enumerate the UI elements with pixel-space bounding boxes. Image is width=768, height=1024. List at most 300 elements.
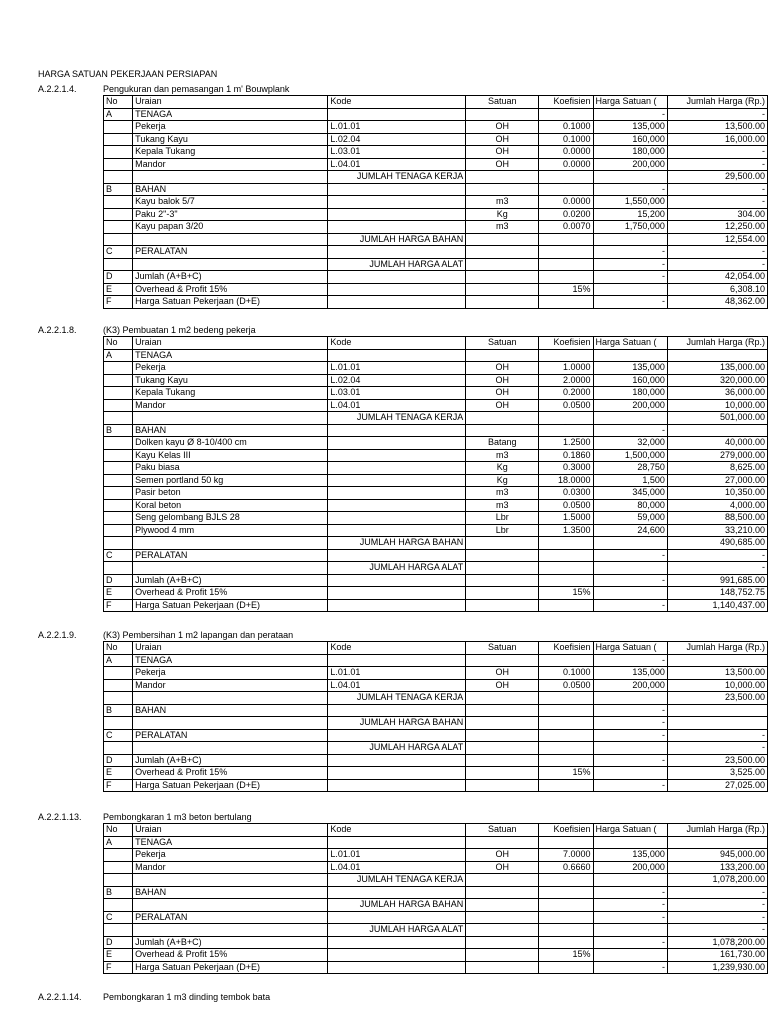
subtotal-row [104, 171, 768, 184]
cell-no [104, 437, 133, 450]
cell-jumlah-harga: - [667, 108, 767, 121]
cell-jumlah-harga: 1,239,930.00 [667, 961, 767, 974]
cell-kode: JUMLAH HARGA ALAT [328, 258, 466, 271]
cell-harga-satuan [593, 949, 667, 962]
cell-jumlah-harga [667, 424, 767, 437]
cell-no: C [104, 911, 133, 924]
cell-harga-satuan: - [593, 108, 667, 121]
cell-uraian [133, 171, 328, 184]
cell-jumlah-harga: 3,525.00 [667, 767, 767, 780]
table-row [104, 587, 768, 600]
cell-uraian: Paku biasa [133, 462, 328, 475]
cell-harga-satuan [593, 349, 667, 362]
cell-uraian: Harga Satuan Pekerjaan (D+E) [133, 961, 328, 974]
cell-jumlah-harga [667, 836, 767, 849]
cell-koefisien: 0.1000 [539, 667, 593, 680]
cell-satuan: Lbr [466, 524, 539, 537]
cell-satuan [466, 767, 539, 780]
cell-satuan [466, 874, 539, 887]
cell-harga-satuan: - [593, 574, 667, 587]
cell-uraian: Jumlah (A+B+C) [133, 574, 328, 587]
cell-no: C [104, 549, 133, 562]
cell-harga-satuan: - [593, 754, 667, 767]
table-row [104, 474, 768, 487]
cell-kode [328, 208, 466, 221]
cell-harga-satuan [593, 742, 667, 755]
cell-kode: L.03.01 [328, 387, 466, 400]
cell-uraian: Dolken kayu Ø 8-10/400 cm [133, 437, 328, 450]
cell-koefisien: 1.3500 [539, 524, 593, 537]
section-code: A.2.2.1.8. [38, 325, 77, 335]
cell-uraian: TENAGA [133, 349, 328, 362]
header-koefisien: Koefisien [539, 642, 593, 655]
cell-uraian: Mandor [133, 679, 328, 692]
cell-satuan [466, 961, 539, 974]
cell-no [104, 196, 133, 209]
cell-jumlah-harga: 12,250.00 [667, 221, 767, 234]
cell-uraian: Mandor [133, 861, 328, 874]
cell-kode [328, 524, 466, 537]
cell-uraian: Kepala Tukang [133, 146, 328, 159]
table-row [104, 208, 768, 221]
cell-satuan [466, 836, 539, 849]
cell-satuan [466, 599, 539, 612]
section-code: A.2.2.1.9. [38, 630, 77, 640]
cell-uraian: Mandor [133, 399, 328, 412]
cell-kode: JUMLAH HARGA BAHAN [328, 233, 466, 246]
cell-jumlah-harga: 279,000.00 [667, 449, 767, 462]
cell-uraian: BAHAN [133, 704, 328, 717]
table-row [104, 374, 768, 387]
table-row [104, 599, 768, 612]
table-row [104, 767, 768, 780]
cell-kode [328, 587, 466, 600]
cell-jumlah-harga: 27,000.00 [667, 474, 767, 487]
cell-harga-satuan: 135,000 [593, 849, 667, 862]
cell-uraian [133, 233, 328, 246]
cell-kode [328, 246, 466, 259]
cell-jumlah-harga: - [667, 196, 767, 209]
table-header-row [104, 337, 768, 350]
cell-koefisien [539, 296, 593, 309]
cell-satuan [466, 936, 539, 949]
cell-kode [328, 349, 466, 362]
cell-uraian: Jumlah (A+B+C) [133, 754, 328, 767]
cell-uraian: Semen portland 50 kg [133, 474, 328, 487]
cell-uraian: Pasir beton [133, 487, 328, 500]
cell-jumlah-harga: 1,140,437.00 [667, 599, 767, 612]
cell-koefisien: 1.5000 [539, 512, 593, 525]
cell-no [104, 233, 133, 246]
table-row [104, 949, 768, 962]
cell-satuan [466, 258, 539, 271]
cell-kode [328, 449, 466, 462]
cell-no: C [104, 246, 133, 259]
header-jumlah-harga: Jumlah Harga (Rp.) [667, 824, 767, 837]
cell-satuan [466, 271, 539, 284]
table-row [104, 861, 768, 874]
cell-kode [328, 296, 466, 309]
header-satuan: Satuan [466, 96, 539, 109]
cell-jumlah-harga: 135,000.00 [667, 362, 767, 375]
table-row [104, 667, 768, 680]
cell-no [104, 524, 133, 537]
cell-uraian: TENAGA [133, 108, 328, 121]
cell-kode [328, 108, 466, 121]
cell-koefisien: 0.1000 [539, 121, 593, 134]
cell-koefisien [539, 537, 593, 550]
cell-koefisien: 0.2000 [539, 387, 593, 400]
cell-kode [328, 654, 466, 667]
cell-no: D [104, 754, 133, 767]
cell-satuan [466, 654, 539, 667]
cell-uraian [133, 562, 328, 575]
cell-no [104, 399, 133, 412]
cell-satuan: Kg [466, 474, 539, 487]
cell-koefisien: 0.0300 [539, 487, 593, 500]
cell-kode [328, 196, 466, 209]
cell-jumlah-harga: 148,752.75 [667, 587, 767, 600]
cell-jumlah-harga: - [667, 924, 767, 937]
table-row [104, 961, 768, 974]
cell-no: F [104, 599, 133, 612]
document-title: HARGA SATUAN PEKERJAAN PERSIAPAN [38, 69, 218, 79]
cell-harga-satuan: - [593, 183, 667, 196]
cell-koefisien [539, 349, 593, 362]
cell-satuan: m3 [466, 196, 539, 209]
cell-satuan [466, 886, 539, 899]
cell-harga-satuan: - [593, 271, 667, 284]
cell-no: A [104, 349, 133, 362]
cell-kode: JUMLAH TENAGA KERJA [328, 692, 466, 705]
cell-jumlah-harga: 1,078,200.00 [667, 936, 767, 949]
cell-koefisien: 1.2500 [539, 437, 593, 450]
cell-jumlah-harga: - [667, 729, 767, 742]
subtotal-row [104, 742, 768, 755]
cell-satuan [466, 233, 539, 246]
table-row [104, 349, 768, 362]
cell-satuan [466, 537, 539, 550]
cell-koefisien [539, 899, 593, 912]
cell-kode: L.01.01 [328, 849, 466, 862]
cell-satuan [466, 296, 539, 309]
cell-kode [328, 949, 466, 962]
cell-harga-satuan [593, 836, 667, 849]
cell-kode: JUMLAH HARGA ALAT [328, 742, 466, 755]
table-row [104, 729, 768, 742]
cell-uraian [133, 258, 328, 271]
cell-kode [328, 886, 466, 899]
cell-satuan [466, 924, 539, 937]
cell-jumlah-harga: 8,625.00 [667, 462, 767, 475]
cell-satuan: OH [466, 133, 539, 146]
cell-jumlah-harga: 10,000.00 [667, 399, 767, 412]
cell-no: D [104, 574, 133, 587]
cell-uraian [133, 717, 328, 730]
cell-harga-satuan: 135,000 [593, 667, 667, 680]
table-row [104, 679, 768, 692]
cell-satuan: m3 [466, 221, 539, 234]
cell-no: F [104, 296, 133, 309]
cell-harga-satuan [593, 587, 667, 600]
cell-satuan [466, 911, 539, 924]
cell-harga-satuan: - [593, 424, 667, 437]
cell-satuan [466, 717, 539, 730]
cell-no [104, 562, 133, 575]
cell-kode: JUMLAH HARGA BAHAN [328, 717, 466, 730]
cell-satuan: Kg [466, 462, 539, 475]
header-satuan: Satuan [466, 642, 539, 655]
cell-jumlah-harga: 88,500.00 [667, 512, 767, 525]
cell-koefisien [539, 246, 593, 259]
subtotal-row [104, 717, 768, 730]
cell-kode: L.04.01 [328, 399, 466, 412]
cell-jumlah-harga: - [667, 899, 767, 912]
cell-koefisien: 0.0500 [539, 399, 593, 412]
cell-koefisien [539, 886, 593, 899]
cell-satuan [466, 562, 539, 575]
cell-harga-satuan: - [593, 599, 667, 612]
cell-jumlah-harga: - [667, 911, 767, 924]
cell-kode: L.04.01 [328, 861, 466, 874]
cell-jumlah-harga: 12,554.00 [667, 233, 767, 246]
cell-jumlah-harga: 13,500.00 [667, 121, 767, 134]
cell-no: A [104, 836, 133, 849]
section-title: Pembongkaran 1 m3 beton bertulang [103, 812, 252, 822]
cell-uraian: Jumlah (A+B+C) [133, 271, 328, 284]
header-harga-satuan: Harga Satuan ( [593, 96, 667, 109]
cell-uraian: Overhead & Profit 15% [133, 283, 328, 296]
cell-kode: JUMLAH HARGA BAHAN [328, 899, 466, 912]
cell-satuan: OH [466, 158, 539, 171]
header-harga-satuan: Harga Satuan ( [593, 337, 667, 350]
cell-kode [328, 437, 466, 450]
cell-kode [328, 487, 466, 500]
cell-no: A [104, 108, 133, 121]
cell-no: C [104, 729, 133, 742]
section-heading [38, 811, 252, 823]
subtotal-row [104, 692, 768, 705]
cell-no: B [104, 886, 133, 899]
cell-uraian [133, 742, 328, 755]
cell-satuan [466, 424, 539, 437]
subtotal-row [104, 562, 768, 575]
header-satuan: Satuan [466, 824, 539, 837]
table-row [104, 549, 768, 562]
cell-no: D [104, 271, 133, 284]
cell-kode [328, 549, 466, 562]
analysis-table [103, 336, 768, 612]
cell-uraian: Kayu balok 5/7 [133, 196, 328, 209]
cell-harga-satuan: 135,000 [593, 121, 667, 134]
cell-no [104, 899, 133, 912]
cell-koefisien [539, 171, 593, 184]
cell-no [104, 861, 133, 874]
cell-uraian: PERALATAN [133, 729, 328, 742]
cell-uraian: Pekerja [133, 849, 328, 862]
cell-jumlah-harga: - [667, 742, 767, 755]
header-uraian: Uraian [133, 337, 328, 350]
section-heading [38, 629, 293, 641]
cell-koefisien [539, 729, 593, 742]
cell-jumlah-harga: 133,200.00 [667, 861, 767, 874]
cell-harga-satuan: 59,000 [593, 512, 667, 525]
cell-harga-satuan: - [593, 296, 667, 309]
cell-harga-satuan: 24,600 [593, 524, 667, 537]
cell-uraian: Overhead & Profit 15% [133, 767, 328, 780]
cell-koefisien: 7.0000 [539, 849, 593, 862]
cell-jumlah-harga: - [667, 246, 767, 259]
table-row [104, 183, 768, 196]
cell-harga-satuan: - [593, 961, 667, 974]
cell-koefisien: 0.0200 [539, 208, 593, 221]
cell-no [104, 742, 133, 755]
cell-uraian: PERALATAN [133, 246, 328, 259]
cell-satuan: OH [466, 849, 539, 862]
table-row [104, 196, 768, 209]
header-jumlah-harga: Jumlah Harga (Rp.) [667, 337, 767, 350]
header-koefisien: Koefisien [539, 96, 593, 109]
cell-no [104, 512, 133, 525]
cell-no [104, 374, 133, 387]
cell-harga-satuan [593, 171, 667, 184]
cell-kode [328, 779, 466, 792]
cell-harga-satuan: - [593, 779, 667, 792]
cell-uraian: Jumlah (A+B+C) [133, 936, 328, 949]
cell-jumlah-harga: 29,500.00 [667, 171, 767, 184]
cell-jumlah-harga: - [667, 549, 767, 562]
cell-uraian [133, 412, 328, 425]
cell-no [104, 692, 133, 705]
cell-jumlah-harga: 304.00 [667, 208, 767, 221]
header-uraian: Uraian [133, 96, 328, 109]
cell-koefisien [539, 911, 593, 924]
cell-kode [328, 911, 466, 924]
cell-no [104, 474, 133, 487]
cell-uraian [133, 537, 328, 550]
cell-jumlah-harga: - [667, 886, 767, 899]
cell-no [104, 258, 133, 271]
header-jumlah-harga: Jumlah Harga (Rp.) [667, 642, 767, 655]
cell-uraian: Pekerja [133, 667, 328, 680]
cell-jumlah-harga: 23,500.00 [667, 692, 767, 705]
cell-uraian: TENAGA [133, 654, 328, 667]
cell-uraian: Pekerja [133, 362, 328, 375]
cell-kode [328, 574, 466, 587]
table-row [104, 449, 768, 462]
cell-uraian: Harga Satuan Pekerjaan (D+E) [133, 599, 328, 612]
cell-no [104, 537, 133, 550]
cell-koefisien: 0.1860 [539, 449, 593, 462]
cell-jumlah-harga: 27,025.00 [667, 779, 767, 792]
cell-koefisien [539, 874, 593, 887]
table-row [104, 462, 768, 475]
cell-no [104, 387, 133, 400]
cell-uraian: Tukang Kayu [133, 133, 328, 146]
cell-uraian: Overhead & Profit 15% [133, 587, 328, 600]
subtotal-row [104, 258, 768, 271]
cell-harga-satuan: 160,000 [593, 133, 667, 146]
cell-jumlah-harga: - [667, 258, 767, 271]
cell-koefisien [539, 704, 593, 717]
cell-uraian: BAHAN [133, 183, 328, 196]
cell-jumlah-harga: 23,500.00 [667, 754, 767, 767]
cell-harga-satuan [593, 924, 667, 937]
section-heading [38, 83, 289, 95]
table-row [104, 133, 768, 146]
header-kode: Kode [328, 96, 466, 109]
cell-harga-satuan [593, 283, 667, 296]
cell-kode [328, 271, 466, 284]
cell-satuan: OH [466, 146, 539, 159]
section-heading [38, 991, 270, 1003]
cell-no [104, 171, 133, 184]
cell-jumlah-harga: 490,685.00 [667, 537, 767, 550]
cell-koefisien: 0.0500 [539, 499, 593, 512]
table-row [104, 387, 768, 400]
section-heading [38, 324, 256, 336]
subtotal-row [104, 537, 768, 550]
cell-koefisien: 0.0000 [539, 158, 593, 171]
cell-jumlah-harga [667, 654, 767, 667]
table-row [104, 936, 768, 949]
cell-koefisien [539, 599, 593, 612]
cell-jumlah-harga: 36,000.00 [667, 387, 767, 400]
subtotal-row [104, 899, 768, 912]
table-header-row [104, 96, 768, 109]
cell-kode: JUMLAH TENAGA KERJA [328, 874, 466, 887]
cell-kode [328, 961, 466, 974]
cell-uraian [133, 692, 328, 705]
cell-kode [328, 512, 466, 525]
cell-uraian [133, 924, 328, 937]
header-koefisien: Koefisien [539, 824, 593, 837]
cell-satuan: OH [466, 362, 539, 375]
cell-koefisien [539, 754, 593, 767]
cell-satuan [466, 283, 539, 296]
cell-harga-satuan [593, 874, 667, 887]
cell-koefisien [539, 717, 593, 730]
cell-koefisien: 1.0000 [539, 362, 593, 375]
cell-jumlah-harga: - [667, 183, 767, 196]
cell-no: D [104, 936, 133, 949]
cell-uraian: PERALATAN [133, 911, 328, 924]
cell-harga-satuan: 1,550,000 [593, 196, 667, 209]
analysis-table [103, 95, 768, 309]
cell-harga-satuan: 1,500,000 [593, 449, 667, 462]
cell-koefisien [539, 574, 593, 587]
table-header-row [104, 824, 768, 837]
cell-no [104, 874, 133, 887]
cell-koefisien: 15% [539, 767, 593, 780]
cell-uraian: BAHAN [133, 886, 328, 899]
cell-satuan: m3 [466, 499, 539, 512]
cell-satuan: OH [466, 667, 539, 680]
cell-koefisien: 15% [539, 587, 593, 600]
cell-harga-satuan: 160,000 [593, 374, 667, 387]
cell-kode: L.01.01 [328, 667, 466, 680]
cell-uraian: PERALATAN [133, 549, 328, 562]
cell-jumlah-harga: 501,000.00 [667, 412, 767, 425]
section-title: Pembongkaran 1 m3 dinding tembok bata [103, 992, 271, 1002]
cell-harga-satuan: 28,750 [593, 462, 667, 475]
cell-no [104, 499, 133, 512]
cell-jumlah-harga: - [667, 158, 767, 171]
cell-koefisien [539, 412, 593, 425]
cell-koefisien [539, 779, 593, 792]
cell-harga-satuan: 1,500 [593, 474, 667, 487]
cell-uraian: TENAGA [133, 836, 328, 849]
